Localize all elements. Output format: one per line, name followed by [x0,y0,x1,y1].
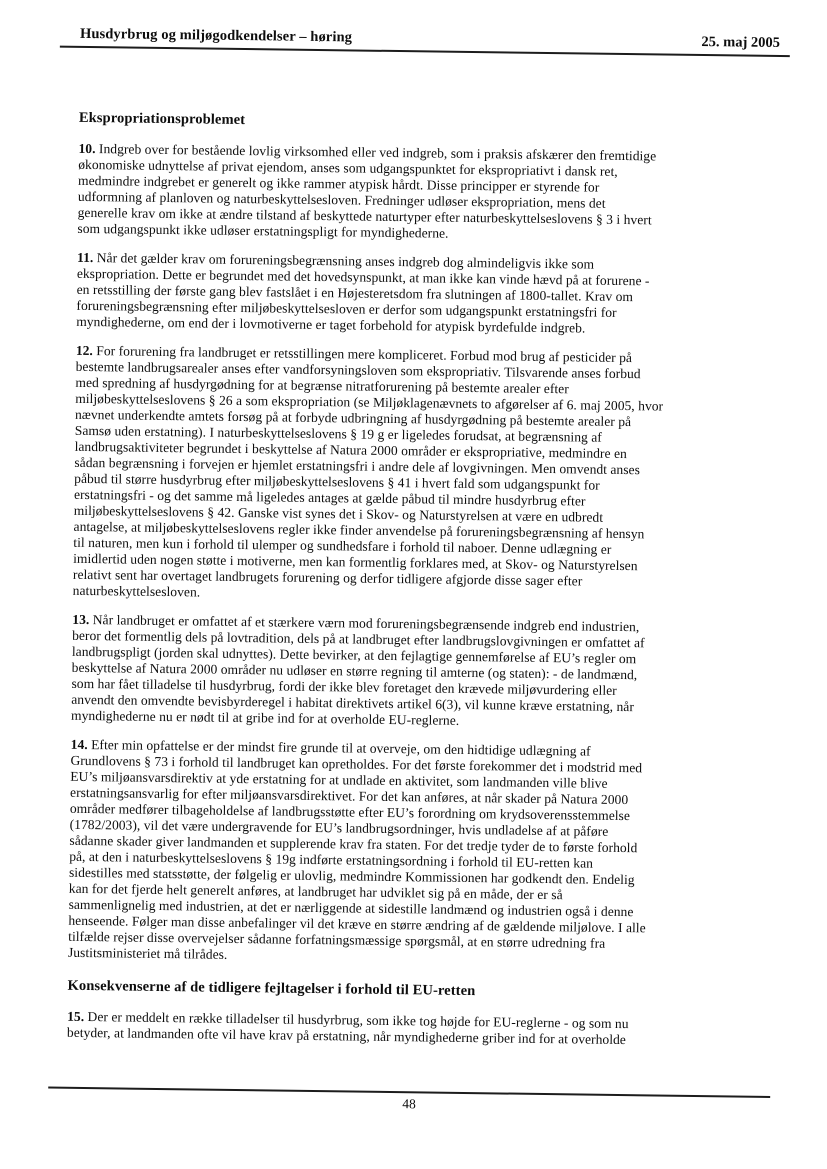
document-body [67,110,779,1050]
page-footer [48,1087,770,1118]
paragraph-12: 12. For forurening fra landbruget er retsstillingen mere kompliceret. Forbud mod brug af pesticider på bestemte landbrugsarealer anses efter vandforsyningsloven som ekspropriativ. Tilsvarende anses forbud med spredning af husdyrgødning for at begrænse nitratforurening på bestemte arealer efter miljøbeskyttelseslovens § 26 a som ekspropriation (se Miljøklagenævnets to afgørelser af 6. maj 2005, hvor nævnet underkendte amtets forsøg på at forbyde udbringning af husdyrgødning på bestemte arealer på Samsø uden erstatning). I naturbeskyttelseslovens § 19 g er ligeledes forudsat, at begrænsning af landbrugsaktiviteter begrundet i beskyttelse af Natura 2000 områder er ekspropriative, medmindre en sådan begrænsning i forvejen er hjemlet erstatningsfri i andre dele af lovgivningen. Men omvendt anses påbud til større husdyrbrug efter miljøbeskyttelseslovens § 41 i hvert fald som udgangspunkt for erstatningsfri - og det samme må ligeledes antages at gælde påbud til mindre husdyrbrug efter miljøbeskyttelseslovens § 42. Ganske vist synes det i Skov- og Naturstyrelsen at være en udbredt antagelse, at miljøbeskyttelseslovens regler ikke finder anvendelse på forureningsbegrænsning af hensyn til naturen, men kun i forhold til ulemper og sundhedsfare i forhold til naboer. Denne udlægning er imidlertid uden nogen støtte i motiverne, men kan formentlig forklares med, at Skov- og Naturstyrelsen relativt sent har overtaget landbrugets forurening og derfor tidligere afgjorde disse sager efter naturbeskyttelsesloven. [72,342,664,600]
paragraph-number: 10. [78,140,96,157]
scanned-page-content [66,26,780,1118]
paragraph-15: 15. Der er meddelt en række tilladelser til husdyrbrug, som ikke tog højde for EU-reglerne - og som nu betyder, at landmanden ofte vil have krav på erstatning, når myndighederne griber ind for at overholde [66,1008,629,1048]
page-header [60,26,790,58]
paragraph-14: 14. Efter min opfattelse er der mindst fire grunde til at overveje, om den hidtidige udlægning af Grundlovens § 73 i forhold til landbruget kan opretholdes. For det første forekommer det i modstrid med EU’s miljøansvarsdirektiv at yde erstatning for at undlade en aktivitet, som landmanden ville blive erstatningsansvarlig for efter miljøansvarsdirektivet. For det kan anføres, at når skader på Natura 2000 områder medfører tilbageholdelse af landbrugsstøtte efter EU’s forordning om krydsoverensstemmelse (1782/2003), vil det være undergravende for EU’s landbrugsordninger, hvis undladelse af at påføre sådanne skader giver landmanden et supplerende krav fra staten. For det tredje tyder de to første forhold på, at den i naturbeskyttelseslovens § 19g indførte erstatningsordning i forhold til EU-retten kan sidestilles med statsstøtte, der følgelig er ulovlig, medmindre Kommissionen har godkendt den. Endelig kan for det fjerde helt generelt anføres, at landbruget har udviklet sig på en måde, der er så sammenlignelig med industrien, at det er nærliggende at sidestille landmænd og industrien også i denne henseende. Følger man disse anbefalinger vil det kræve en større ændring af de gældende miljølove. I alle tilfælde rejser disse overvejelser sådanne forfatningsmæssige spørgsmål, at en større udredning fra Justitsministeriet må tilrådes. [67,736,646,962]
section-heading: Ekspropriationsproblemet [78,109,246,129]
paragraph-number: 14. [70,736,88,753]
paragraph-13: 13. Når landbruget er omfattet af et stærkere værn mod forureningsbegrænsende indgreb end industrien, beror det formentlig dels på lovtradition, dels på at landbruget efter landbrugslovgivningen er omfattet af landbrugspligt (jorden skal udnyttes). Dette bevirker, at den fejlagtige gennemførelse af EU’s regler om beskyttelse af Natura 2000 områder nu udløser en større regning til amterne (og staten): - de landmænd, som har fået tilladelse til husdyrbrug, fordi der ikke blev foretaget den krævede miljøvurdering eller anvendt den omvendte bevisbyrderegel i habitat direktivets artikel 6(3), vil kunne kræve erstatning, når myndighederne nu er nødt til at gribe ind for at overholde EU-reglerne. [71,611,645,728]
paragraph-number: 15. [67,1008,85,1025]
paragraph-10: 10. Indgreb over for bestående lovlig virksomhed eller ved indgreb, som i praksis afskærer den fremtidige økonomiske udnyttelse af privat ejendom, anses som udgangspunktet for ekspropriativt i dansk ret, medmindre indgrebet er generelt og ikke rammer atypisk hårdt. Disse principper er styrende for udformning af planloven og naturbeskyttelsesloven. Fredninger udløser ekspropriation, mens det generelle krav om ikke at ændre tilstand af beskyttede naturtyper efter naturbeskyttelseslovens § 3 i hvert som udgangspunkt ikke udløser erstatningspligt for myndighederne. [77,140,657,241]
section-heading: Konsekvenserne af de tidligere fejltagelser i forhold til EU-retten [67,977,476,1000]
paragraph-number: 12. [75,342,94,359]
document-date: 25. maj 2005 [701,34,781,52]
paragraph-11: 11. Når det gælder krav om forureningsbegrænsning anses indgreb dog almindeligvis ikke som ekspropriation. Dette er begrundet med det hovedsynspunkt, at man ikke kan vinde hævd på at forurene - en retsstilling der første gang blev fastslået i en Højesteretsdom fra slutningen af 1800-tallet. Krav om forureningsbegrænsning efter miljøbeskyttelsesloven er derfor som udgangspunkt erstatningsfri for myndighederne, om end der i lovmotiverne er taget forbehold for atypisk byrdefulde indgreb. [76,249,650,336]
paragraph-number: 13. [72,611,90,628]
document-title: Husdyrbrug og miljøgodkendelser – høring [79,25,353,46]
paragraph-number: 11. [77,249,94,266]
page-number: 48 [402,1096,416,1112]
